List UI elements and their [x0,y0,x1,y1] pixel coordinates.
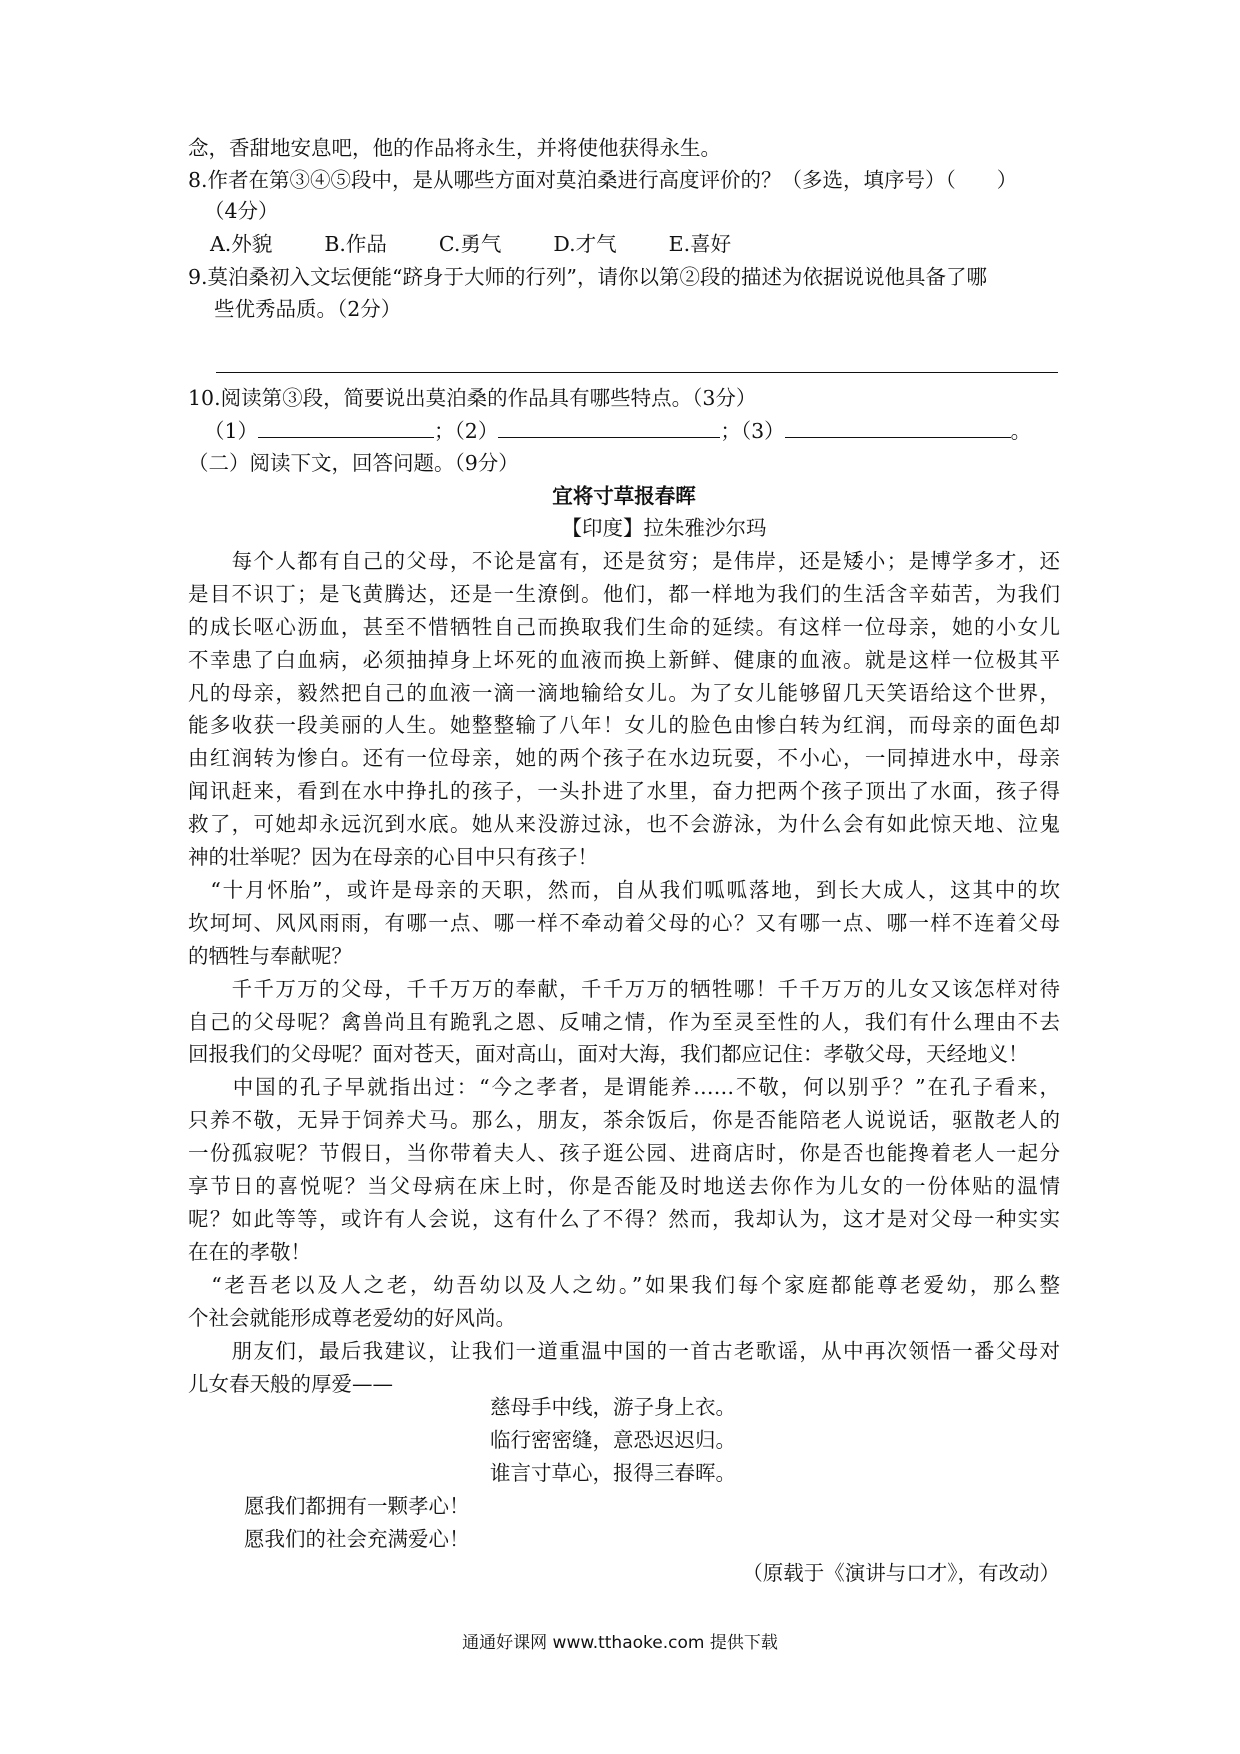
article-paragraph-1-line-1: 每个人都有自己的父母，不论是富有，还是贫穷；是伟岸，还是矮小；是博学多才，还 [188,549,1060,573]
article-title: 宜将寸草报春晖 [552,484,696,508]
question-8: 8.作者在第③④⑤段中，是从哪些方面对莫泊桑进行高度评价的？（多选，填序号）（ ） [188,168,1018,192]
question-10-blanks [204,415,1031,446]
question-9-line1: 9.莫泊桑初入文坛便能“跻身于大师的行列”，请你以第②段的描述为依据说说他具备了哪 [188,265,988,289]
article-source: （原载于《演讲与口才》，有改动） [742,1561,1060,1585]
option-a: A.外貌 [210,232,273,256]
blank-label-2: ；（2） [434,419,499,443]
article-paragraph-3-line-3: 回报我们的父母呢？面对苍天，面对高山，面对大海，我们都应记住：孝敬父母，天经地义！ [188,1042,1029,1066]
article-paragraph-4-line-5: 呢？如此等等，或许有人会说，这有什么了不得？然而，我却认为，这才是对父母一种实实 [188,1207,1060,1231]
article-paragraph-4-line-6: 在在的孝敬！ [188,1240,311,1264]
answer-blank-2 [498,415,720,438]
article-paragraph-1-line-2: 是目不识丁；是飞黄腾达，还是一生潦倒。他们，都一样地为我们的生活含辛茹苦，为我们 [188,582,1060,606]
question-10: 10.阅读第③段，简要说出莫泊桑的作品具有哪些特点。（3分） [188,386,757,410]
question-9-line2: 些优秀品质。（2分） [214,297,402,321]
page-footer: 通通好课网 www.tthaoke.com 提供下载 [462,1633,778,1653]
article-paragraph-1-line-3: 的成长呕心沥血，甚至不惜牺牲自己而换取我们生命的延续。有这样一位母亲，她的小女儿 [188,615,1060,639]
poem-line-2: 临行密密缝，意恐迟迟归。 [490,1428,736,1452]
option-b: B.作品 [324,232,387,256]
poem-line-1: 慈母手中线，游子身上衣。 [490,1395,736,1419]
article-paragraph-6-line-1: 朋友们，最后我建议，让我们一道重温中国的一首古老歌谣，从中再次领悟一番父母对 [188,1339,1060,1363]
question-8-score: （4分） [204,199,279,223]
section-heading: （二）阅读下文，回答问题。（9分） [188,451,519,475]
article-paragraph-1-line-10: 神的壮举呢？因为在母亲的心目中只有孩子！ [188,845,598,869]
article-paragraph-1-line-6: 能多收获一段美丽的人生。她整整输了八年！女儿的脸色由惨白转为红润，而母亲的面色却 [188,713,1060,737]
article-paragraph-1-line-4: 不幸患了白血病，必须抽掉身上坏死的血液而换上新鲜、健康的血液。就是这样一位极其平 [188,648,1060,672]
closing-line-1: 愿我们都拥有一颗孝心！ [244,1494,470,1518]
article-paragraph-5-line-2: 个社会就能形成尊老爱幼的好风尚。 [188,1306,516,1330]
article-paragraph-4-line-3: 一份孤寂呢？节假日，当你带着夫人、孩子逛公园、进商店时，你是否也能搀着老人一起分 [188,1141,1060,1165]
article-paragraph-6-line-2: 儿女春天般的厚爱—— [188,1372,393,1396]
poem-line-3: 谁言寸草心，报得三春晖。 [490,1461,736,1485]
article-paragraph-1-line-7: 由红润转为惨白。还有一位母亲，她的两个孩子在水边玩耍，不小心，一同掉进水中，母亲 [188,746,1060,770]
article-paragraph-2-line-3: 的牺牲与奉献呢？ [188,944,352,968]
answer-line-question-9 [216,372,1058,373]
article-author: 【印度】拉朱雅沙尔玛 [561,516,767,540]
question-8-options [210,229,783,259]
article-paragraph-3-line-2: 自己的父母呢？禽兽尚且有跪乳之恩、反哺之情，作为至灵至性的人，我们有什么理由不去 [188,1010,1060,1034]
closing-line-2: 愿我们的社会充满爱心！ [244,1527,470,1551]
article-paragraph-2-line-1: “十月怀胎”，或许是母亲的天职，然而，自从我们呱呱落地，到长大成人，这其中的坎 [188,878,1060,902]
article-paragraph-2-line-2: 坎坷坷、风风雨雨，有哪一点、哪一样不牵动着父母的心？又有哪一点、哪一样不连着父母 [188,911,1060,935]
answer-blank-1 [258,415,434,438]
blank-label-1: （1） [204,419,259,443]
article-paragraph-5-line-1: “老吾老以及人之老，幼吾幼以及人之幼。”如果我们每个家庭都能尊老爱幼，那么整 [188,1273,1060,1297]
blank-end: 。 [1010,419,1032,443]
answer-blank-3 [785,415,1011,438]
previous-text-ending: 念，香甜地安息吧，他的作品将永生，并将使他获得永生。 [188,136,721,160]
article-paragraph-4-line-4: 享节日的喜悦呢？当父母病在床上时，你是否能及时地送去你作为儿女的一份体贴的温情 [188,1174,1060,1198]
article-paragraph-4-line-2: 只养不敬，无异于饲养犬马。那么，朋友，茶余饭后，你是否能陪老人说说话，驱散老人的 [188,1108,1060,1132]
option-e: E.喜好 [668,232,732,256]
article-paragraph-3-line-1: 千千万万的父母，千千万万的奉献，千千万万的牺牲哪！千千万万的儿女又该怎样对待 [188,977,1060,1001]
article-paragraph-4-line-1: 中国的孔子早就指出过：“今之孝者，是谓能养……不敬，何以别乎？”在孔子看来， [188,1075,1060,1099]
option-d: D.才气 [553,232,617,256]
article-paragraph-1-line-8: 闻讯赶来，看到在水中挣扎的孩子，一头扑进了水里，奋力把两个孩子顶出了水面，孩子得 [188,779,1060,803]
blank-label-3: ；（3） [720,419,785,443]
article-paragraph-1-line-5: 凡的母亲，毅然把自己的血液一滴一滴地输给女儿。为了女儿能够留几天笑语给这个世界， [188,681,1060,705]
article-paragraph-1-line-9: 救了，可她却永远沉到水底。她从来没游过泳，也不会游泳，为什么会有如此惊天地、泣鬼 [188,812,1060,836]
option-c: C.勇气 [438,232,502,256]
